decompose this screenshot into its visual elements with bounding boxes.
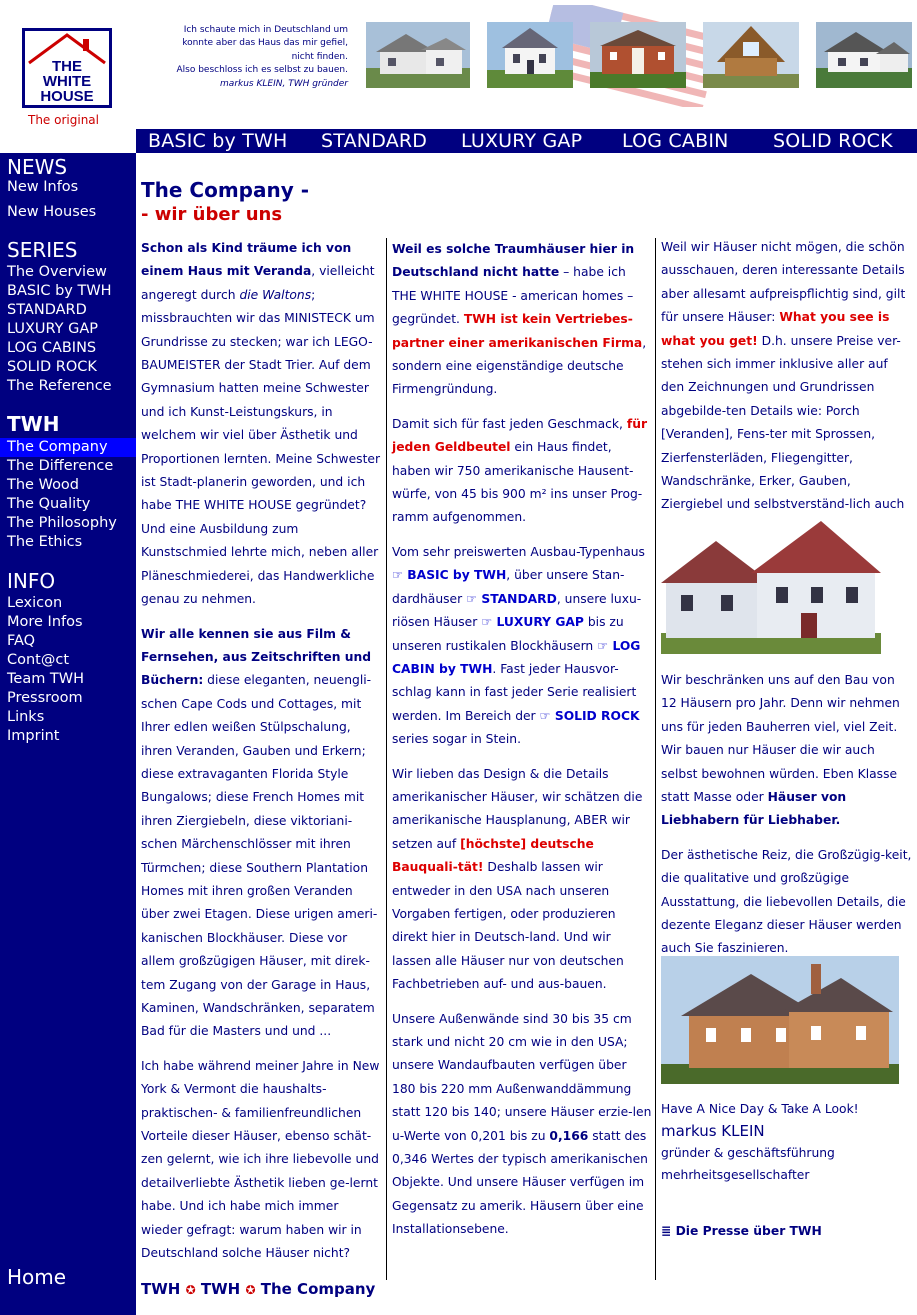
emphasis-text: Wir alle kennen sie aus Film & Fernsehen, aus Zeitschriften und Büchern: [141,626,372,688]
column-divider [655,238,656,1280]
quote-signature: markus KLEIN, TWH gründer [220,78,348,89]
breadcrumb-twh[interactable]: TWH [141,1280,181,1298]
text: Wir beschränken uns auf den Bau von 12 Häusern pro Jahr. Denn wir nehmen uns für jeden Bauherren viel, viel Zeit. Wir bauen nur Häuser die wir auch selbst bewohnen würden. Eben Klasse statt Masse oder [661,673,900,805]
link-standard[interactable]: ☞ STANDARD [466,591,557,606]
text: Weil wir Häuser nicht mögen, die schön ausschauen, deren interessante Details aber allesamt aufpreispflichtig sind, gilt für unsere Häuser: [661,240,906,325]
topnav-log-cabin[interactable]: LOG CABIN [622,130,729,152]
link-luxury-gap[interactable]: ☞ LUXURY GAP [481,615,584,630]
emphasis-text: Weil es solche Traumhäuser hier in Deutschland nicht hatte [392,242,635,280]
sidebar-item-reference[interactable]: The Reference [7,378,112,394]
sidebar-item-overview[interactable]: The Overview [7,264,107,280]
sidebar-section-info: INFO [7,569,56,593]
founder-quote [150,24,348,91]
highlight-text: TWH ist kein Vertriebes-partner einer amerikanischen Firma [392,312,643,350]
link-solid-rock[interactable]: ☞ SOLID ROCK [539,708,640,723]
link-log-cabin[interactable]: ☞ LOG CABIN by TWH [392,638,641,676]
text: Damit sich für fast jeden Geschmack, [392,416,627,431]
signature-role: mehrheitsgesellschafter [661,1168,810,1182]
paragraph [661,236,913,540]
breadcrumb-company[interactable]: The Company [260,1280,376,1298]
logo-text-the: THE [52,58,82,75]
house-photo-large-1 [661,513,881,654]
column-divider [386,238,387,1280]
topnav-solid-rock[interactable]: SOLID ROCK [773,130,893,152]
text: ein Haus findet, haben wir 750 amerikanische Hausent-würfe, von 45 bis 900 m² ins unser Prog-ramm aufgenommen. [392,440,643,525]
sidebar-section-twh: TWH [7,412,60,436]
page-title: The Company - [141,178,310,202]
sidebar-item-wood[interactable]: The Wood [7,477,80,493]
highlight-text: What you see is what you get! [661,310,890,348]
signature-name: markus KLEIN [661,1122,765,1140]
sidebar [0,153,136,1315]
quote-line: konnte aber das Haus das mir gefiel, [182,38,348,49]
quote-line: Ich schaute mich in Deutschland um [183,25,348,35]
sidebar-item-team[interactable]: Team TWH [7,671,85,687]
footer-breadcrumb [141,1280,375,1298]
sidebar-item-contact[interactable]: Cont@ct [7,652,70,668]
paragraph: Der ästhetische Reiz, die Großzügig-keit, die qualitative und großzügige Ausstattung, die liebevollen Details, die dezente Eleganz dieser Häuser werden auch Sie faszinieren. [661,847,912,956]
paragraph [392,238,652,402]
sidebar-home-link[interactable]: Home [7,1265,67,1289]
text: , vielleicht angeregt durch [141,264,375,302]
text: Unsere Außenwände sind 30 bis 35 cm stark und nicht 20 cm wie in den USA; unsere Wandaufbauten verfügen über 180 bis 220 mm Außenwanddämmung statt 120 bis 140; unsere Häuser erzie-len u-Werte von 0,201 bis zu [392,1011,652,1143]
text: Deshalb lassen wir entweder in den USA nach unseren Vorgaben fertigen, oder produzieren direkt hier in Deutsch-land. Und wir lassen alle Häuser nur von deutschen Fachbetrieben auf- und aus-bauen. [392,860,624,992]
topnav-basic[interactable]: BASIC by TWH [148,130,288,152]
text: ; missbrauchten wir das MINISTECK um Grundrisse zu stecken; war ich LEGO-BAUMEISTER der Stadt Trier. Auf dem Gymnasium hatten meine Schwester und ich Kunst-Leistungskurs, in welchem wir viel über Ästhetik und Proportionen lernten. Meine Schwester ist Stadt-planerin geworden, und ich habe THE WHITE HOUSE gegründet? Und eine Ausbildung zum Kunstschmied lehrte mich, neben aller Pläneschmiederei, das Handwerkliche genau zu nehmen. [141,287,381,607]
text: – habe ich THE WHITE HOUSE - american homes – gegründet. [392,265,634,327]
house-photo-1 [366,22,470,88]
sidebar-item-standard[interactable]: STANDARD [7,302,87,318]
highlight-text: für jeden Geldbeutel [392,416,648,455]
sidebar-item-new-infos[interactable]: New Infos [7,179,79,195]
content-column-1 [141,237,381,1276]
sidebar-item-links[interactable]: Links [7,709,45,725]
text: , sondern eine eigenständige deutsche Firmengründung. [392,335,647,397]
sidebar-item-basic[interactable]: BASIC by TWH [7,283,112,299]
page-subtitle: - wir über uns [141,204,283,225]
content-column-2 [392,238,652,1253]
press-link[interactable]: ≣ Die Presse über TWH [661,1224,822,1238]
quote-line: nicht finden. [291,51,348,62]
logo-text-house: HOUSE [40,88,94,105]
quote-line: Also beschloss ich es selbst zu bauen. [176,65,348,76]
paragraph: Ich habe während meiner Jahre in New York & Vermont die haushalts-praktischen- & familienfreundlichen Vorteile dieser Häuser, ebenso schät-zen gelernt, wie ich ihre liebevolle und detailverliebte Ästhetik lieben ge-lernt habe. Und ich habe mich immer wieder gefragt: warum haben wir in Deutschland solche Häuser nicht? [141,1058,380,1261]
signature-block [661,1098,911,1186]
highlight-text: [höchste] deutsche Bauquali-tät! [392,836,594,875]
text: , unsere luxu-riösen Häuser [392,591,642,630]
sidebar-item-ethics[interactable]: The Ethics [7,534,83,550]
signature-role: gründer & geschäftsführung [661,1146,835,1160]
text: Wir lieben das Design & die Details amerikanischer Häuser, wir schätzen die amerikanische Hausplanung, ABER wir setzen auf [392,766,643,851]
sidebar-item-new-houses[interactable]: New Houses [7,204,97,220]
sidebar-item-lexicon[interactable]: Lexicon [7,595,63,611]
sidebar-item-philosophy[interactable]: The Philosophy [7,515,117,531]
house-photo-large-2 [661,956,899,1084]
emphasis-text: Schon als Kind träume ich von einem Haus mit Veranda [141,241,352,279]
topnav-standard[interactable]: STANDARD [321,130,428,152]
text: Vom sehr preiswerten Ausbau-Typenhaus [392,544,645,559]
sidebar-section-news: NEWS [7,155,68,179]
sidebar-item-difference[interactable]: The Difference [7,458,114,474]
text: series sogar in Stein. [392,732,521,747]
text: diese eleganten, neuengli-schen Cape Cods und Cottages, mit Ihrer edlen weißen Stülpschalung, ihren Veranden, Gauben und Erkern; diese extravaganten Florida Style Bungalows; diese French Homes mit ihren Ziergiebeln, diese viktoriani-schen Märchenschlösser mit ihren Türmchen; diese Southern Plantation Homes mit ihren großen Veranden über zwei Etagen. Diese urigen ameri-kanischen Blockhäuser. Diese vor allem großzügigen Häuser, mit direk-tem Zugang von der Garage in Haus, Kaminen, Wandschränken, separatem Bad für die Masters und und ... [141,673,378,1039]
sidebar-item-company[interactable]: The Company [0,438,136,457]
paragraph [392,763,652,997]
paragraph [392,541,652,752]
logo-subtitle: The original [28,113,99,127]
link-basic[interactable]: ☞ BASIC by TWH [392,568,507,583]
text: statt des 0,346 Wertes der typisch amerikanischen Objekte. Und unsere Häuser verfügen im Gegensatz zu amerik. Häusern über eine Installationsebene. [392,1128,648,1237]
logo[interactable] [22,28,112,108]
paragraph [392,413,652,530]
paragraph [141,623,381,1044]
emphasis-text: Häuser von Liebhabern für Liebhaber. [661,790,847,828]
top-navigation [136,129,917,153]
sidebar-item-faq[interactable]: FAQ [7,633,36,649]
sidebar-item-solid-rock[interactable]: SOLID ROCK [7,359,97,375]
breadcrumb-separator-icon: ✪ [245,1283,256,1297]
house-photo-3 [590,22,686,88]
house-photo-4 [703,22,799,88]
topnav-luxury-gap[interactable]: LUXURY GAP [461,130,583,152]
breadcrumb-twh[interactable]: TWH [200,1280,241,1298]
text: . Fast jeder Hausvor-schlag kann in fast jeder Serie realisiert werden. Im Bereich der [392,661,637,723]
paragraph [141,237,381,612]
sidebar-item-pressroom[interactable]: Pressroom [7,690,83,706]
emphasis-text: 0,166 [549,1128,589,1143]
house-photo-5 [816,22,912,88]
text: D.h. unsere Preise ver-stehen sich immer inklusive aller auf den Zeichnungen und Grundrissen abgebilde-ten Details wie: Porch [Veranden], Fens-ter mit Sprossen, Zierfensterläden, Fliegengitter, Wandschränke, Erker, Gauben, Ziergiebel und selbstverständ-lich auch [661,333,905,512]
signature-greeting: Have A Nice Day & Take A Look! [661,1102,859,1116]
sidebar-item-luxury-gap[interactable]: LUXURY GAP [7,321,99,337]
text: bis zu unseren rustikalen Blockhäusern [392,615,624,653]
italic-text: die Waltons [239,287,312,302]
text: , über unsere Stan-dardhäuser [392,568,625,606]
content-column-3 [661,236,913,551]
house-photo-2 [487,22,573,88]
sidebar-item-imprint[interactable]: Imprint [7,728,60,744]
content-column-3b [661,669,913,972]
sidebar-item-log-cabins[interactable]: LOG CABINS [7,340,97,356]
sidebar-item-more-infos[interactable]: More Infos [7,614,83,630]
logo-text-white: WHITE [42,73,92,90]
sidebar-section-series: SERIES [7,238,78,262]
breadcrumb-separator-icon: ✪ [185,1283,196,1297]
paragraph [661,669,913,833]
sidebar-item-quality[interactable]: The Quality [7,496,91,512]
paragraph [392,1008,652,1242]
